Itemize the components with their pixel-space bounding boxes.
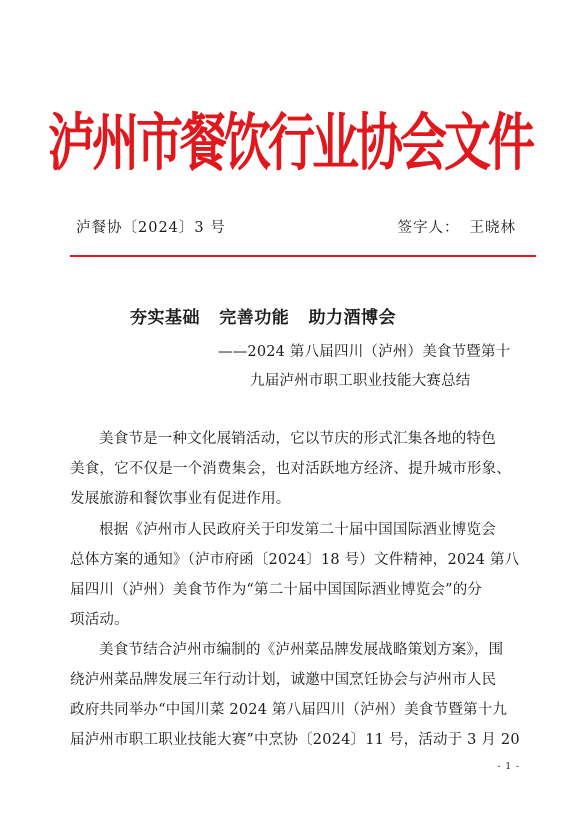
paragraph-line: 届泸州市职工职业技能大赛”中烹协〔2024〕11 号，活动于 3 月 20 <box>70 732 520 748</box>
paragraph-line: 根据《泸州市人民政府关于印发第二十届中国国际酒业博览会 <box>99 522 496 538</box>
article-title: 夯实基础 完善功能 助力酒博会 <box>130 308 397 328</box>
document-number: 泸餐协〔2024〕3 号 <box>76 220 226 236</box>
page-number: - 1 - <box>497 762 520 772</box>
paragraph-line: 政府共同举办“中国川菜 2024 第八届四川（泸州）美食节暨第十九 <box>70 702 508 718</box>
article-subtitle-line-2: 九届泸州市职工职业技能大赛总结 <box>250 373 471 389</box>
paragraph-line: 届四川（泸州）美食节作为“第二十届中国国际酒业博览会”的分 <box>70 582 483 598</box>
article-subtitle-line-1: ——2024 第八届四川（泸州）美食节暨第十 <box>218 344 511 360</box>
signer-line <box>398 216 517 237</box>
header-divider <box>70 255 536 257</box>
paragraph-line: 绕泸州菜品牌发展三年行动计划，诚邀中国烹饪协会与泸州市人民 <box>70 672 497 688</box>
paragraph-line: 项活动。 <box>70 612 129 628</box>
signer-name: 王晓林 <box>469 220 516 236</box>
paragraph-line: 发展旅游和餐饮事业有促进作用。 <box>70 491 291 507</box>
paragraph-line: 美食节结合泸州市编制的《泸州菜品牌发展战略策划方案》，围 <box>99 642 504 658</box>
document-header-title: 泸州市餐饮行业协会文件 <box>48 107 532 180</box>
paragraph-line: 美食，它不仅是一个消费集会，也对活跃地方经济、提升城市形象、 <box>70 461 511 477</box>
paragraph-line: 总体方案的通知》（泸市府函〔2024〕18 号）文件精神，2024 第八 <box>70 552 520 568</box>
paragraph-line: 美食节是一种文化展销活动，它以节庆的形式汇集各地的特色 <box>99 431 496 447</box>
signer-label: 签字人： <box>397 220 460 236</box>
